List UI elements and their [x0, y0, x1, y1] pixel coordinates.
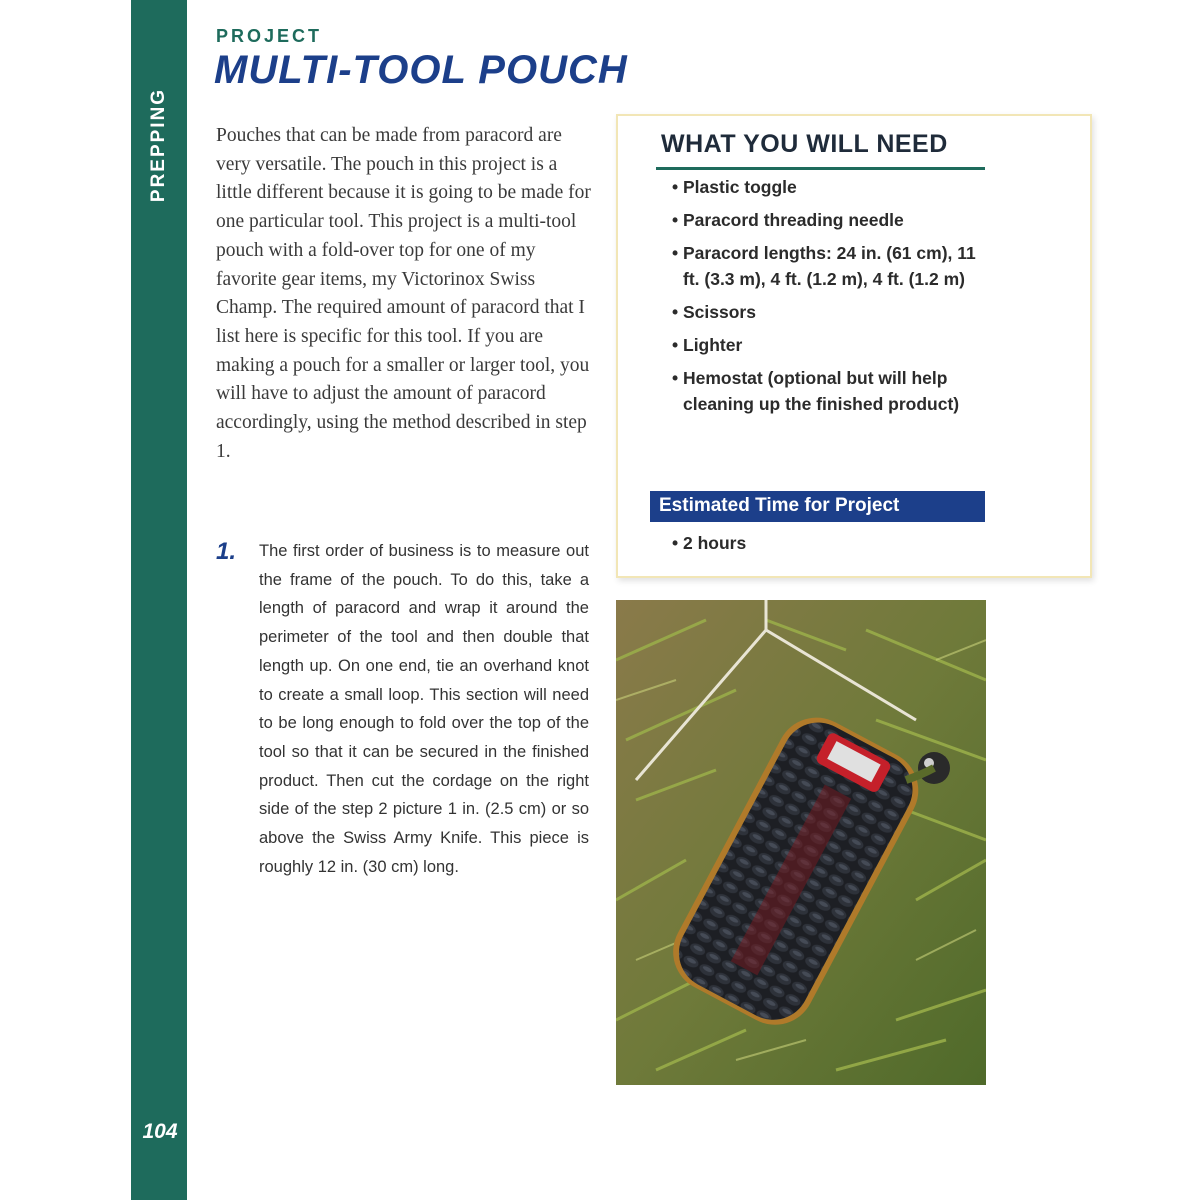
- list-item: • Lighter: [672, 332, 982, 358]
- section-label-text: PREPPING: [148, 87, 170, 203]
- materials-heading: WHAT YOU WILL NEED: [661, 130, 948, 158]
- materials-list: [672, 174, 982, 424]
- list-item: • Paracord threading needle: [672, 207, 982, 233]
- step-number: 1.: [216, 538, 237, 565]
- list-item: • Paracord lengths: 24 in. (61 cm), 11 ft. (3.3 m), 4 ft. (1.2 m), 4 ft. (1.2 m): [672, 240, 982, 292]
- section-label: [131, 87, 187, 203]
- list-item: • Plastic toggle: [672, 174, 982, 200]
- heading-divider: [656, 167, 985, 170]
- estimated-time-heading: Estimated Time for Project: [650, 491, 985, 522]
- step-text: The first order of business is to measure out the frame of the pouch. To do this, take a length of paracord and wrap it around the perimeter of the tool and then double that length up. On one end, tie an overhand knot to create a small loop. This section will need to be long enough to fold over the top of the tool so that it can be secured in the finished product. Then cut the cordage on the right side of the step 2 picture 1 in. (2.5 cm) or so above the Swiss Army Knife. This piece is roughly 12 in. (30 cm) long.: [259, 542, 589, 876]
- list-item: • Hemostat (optional but will help cleaning up the finished product): [672, 365, 982, 417]
- pouch-photo-illustration: [616, 600, 986, 1085]
- list-item: • Scissors: [672, 299, 982, 325]
- pouch-photo: [616, 600, 986, 1085]
- page-title: MULTI-TOOL POUCH: [214, 48, 628, 92]
- intro-paragraph: Pouches that can be made from paracord are very versatile. The pouch in this project is a little different because it is going to be made for one particular tool. This project is a multi-tool pouch with a fold-over top for one of my favorite gear items, my Victorinox Swiss Champ. The required amount of paracord that I list here is specific for this tool. If you are making a pouch for a smaller or larger tool, you will have to adjust the amount of paracord accordingly, using the method described in step 1.: [216, 125, 591, 462]
- estimated-time-value: • 2 hours: [672, 530, 746, 556]
- project-kicker: PROJECT: [216, 26, 323, 46]
- page-number: 104: [142, 1120, 178, 1143]
